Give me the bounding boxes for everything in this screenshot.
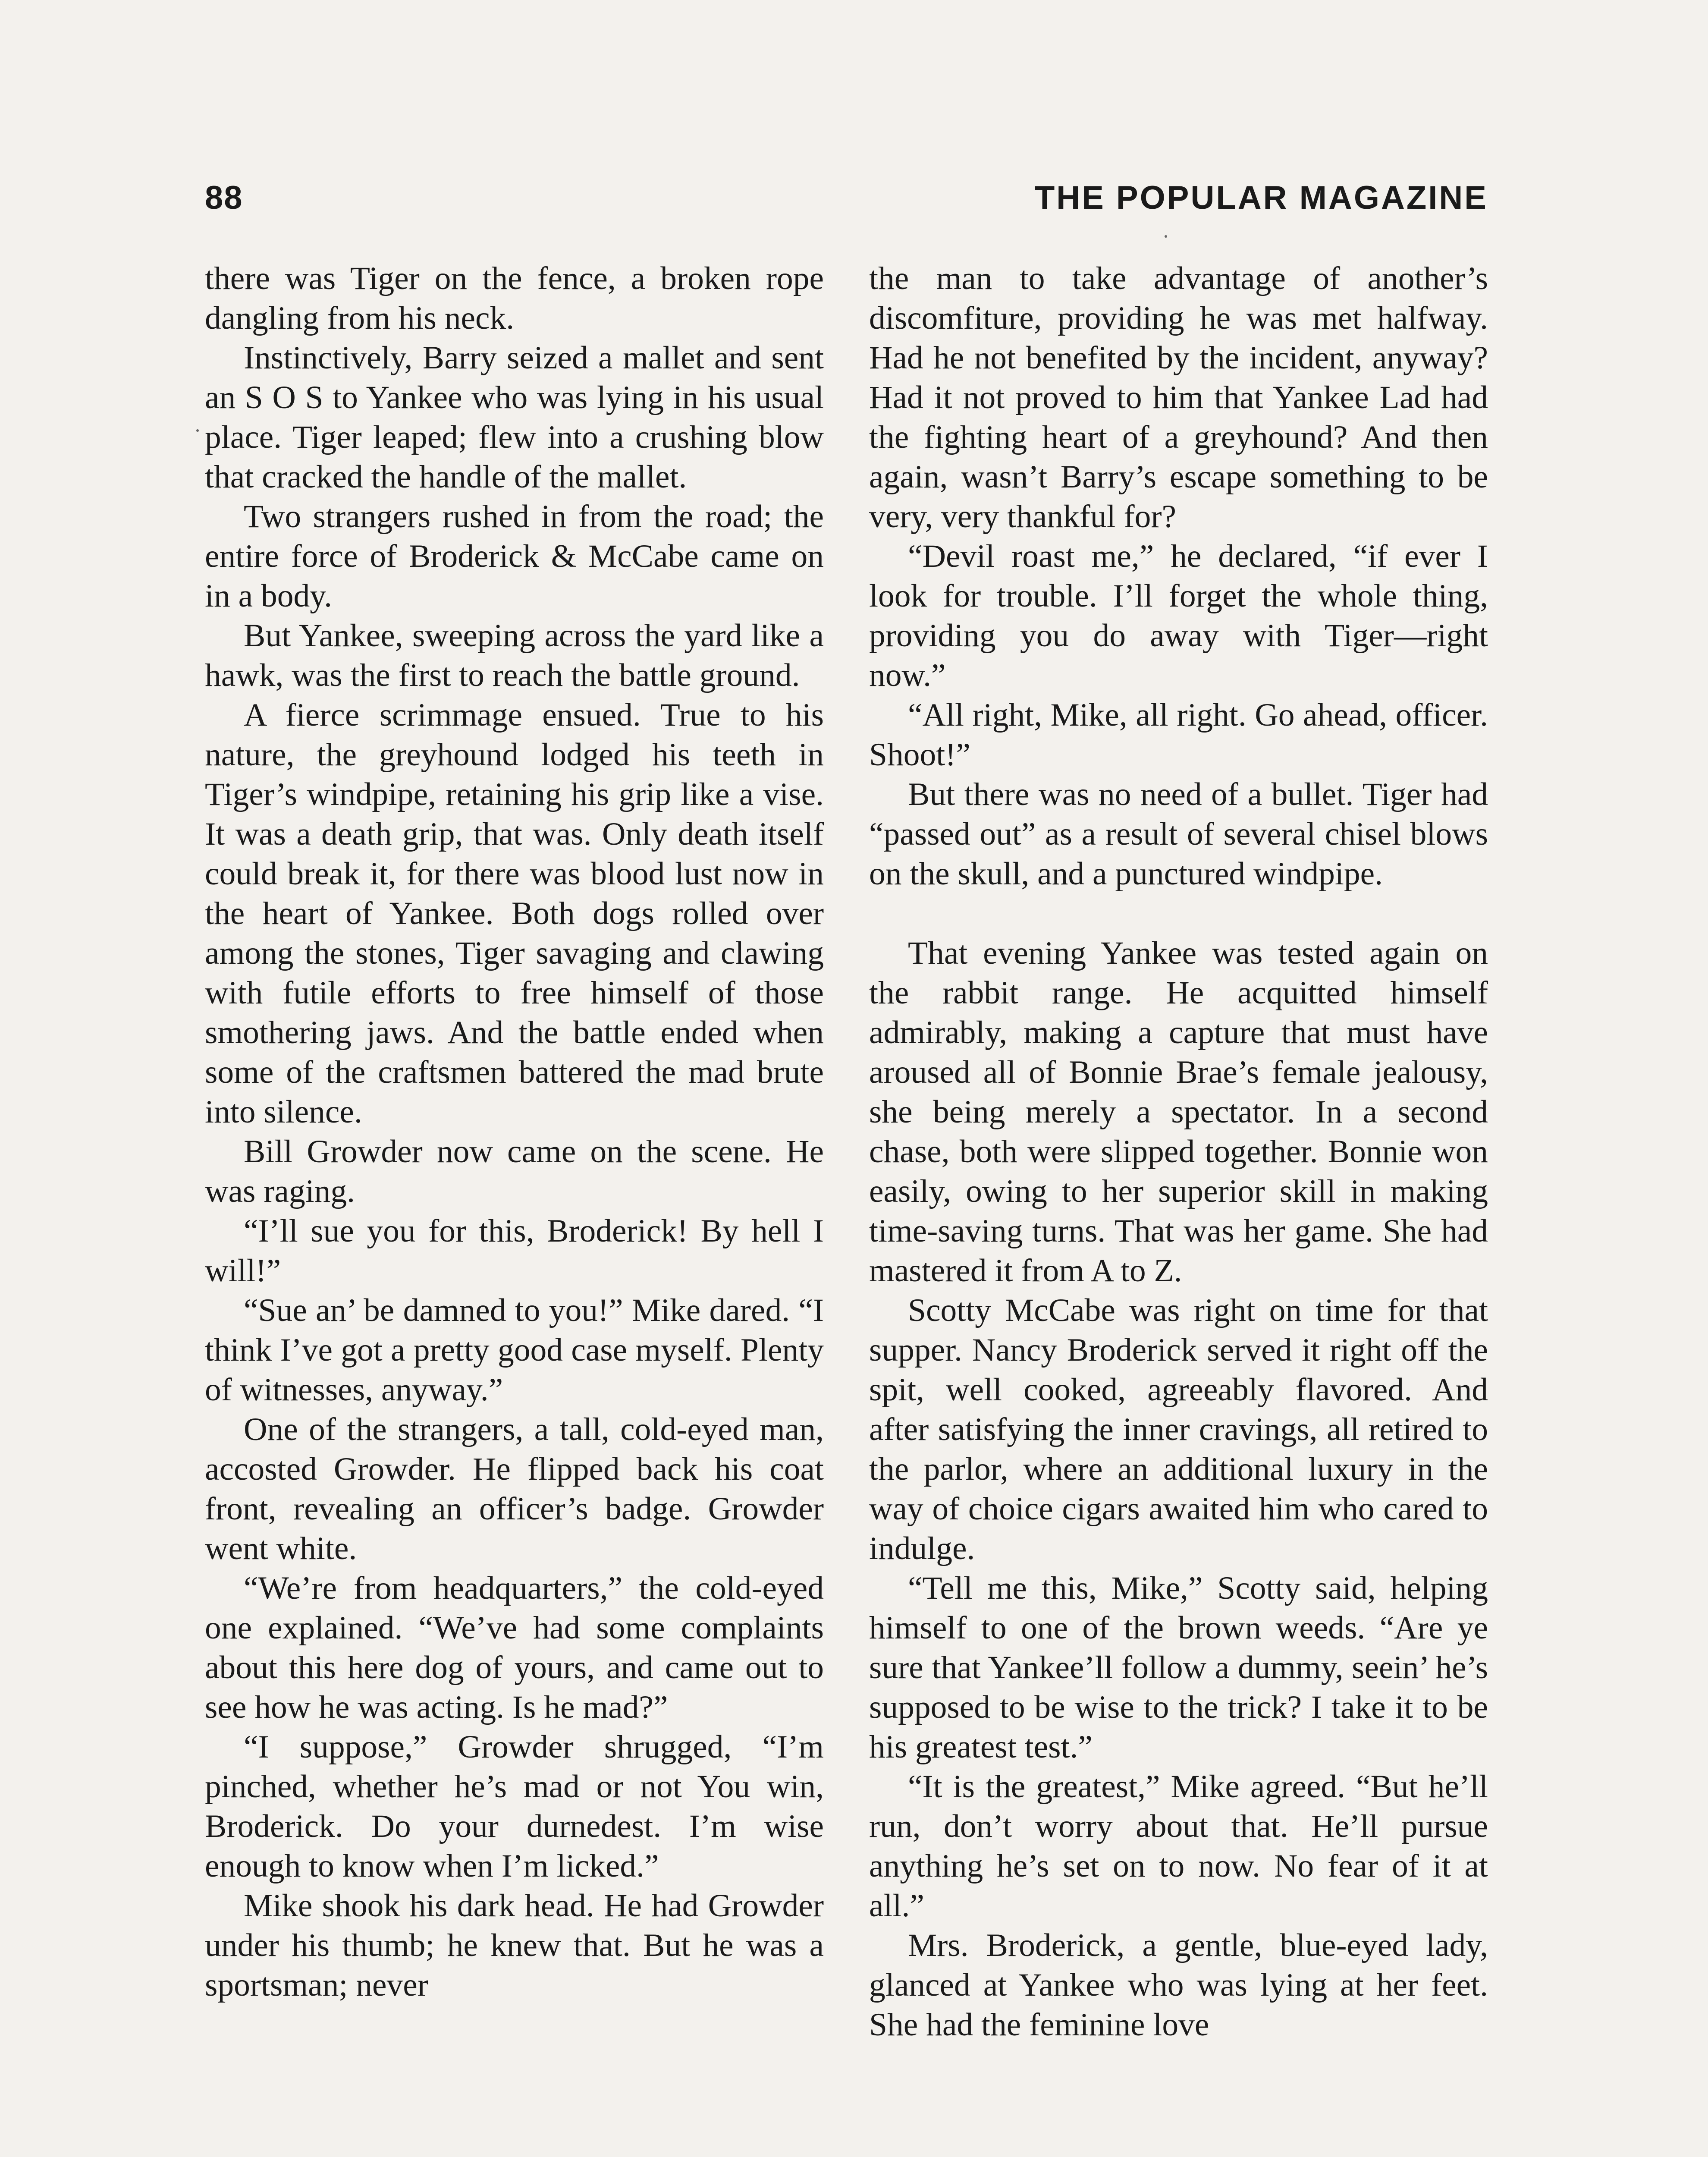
print-speck xyxy=(1165,235,1167,238)
page-number: 88 xyxy=(205,179,243,216)
paragraph: Bill Growder now came on the scene. He was raging. xyxy=(205,1134,824,1209)
paragraph: “All right, Mike, all right. Go ahead, officer. Shoot!” xyxy=(869,697,1488,773)
paragraph: But there was no need of a bullet. Tiger had “passed out” as a result of several chisel blows on the skull, and a punctured windpipe. xyxy=(869,777,1488,892)
paragraph: “I’ll sue you for this, Broderick! By hell I will!” xyxy=(205,1213,824,1289)
paragraph: “Devil roast me,” he declared, “if ever I look for trouble. I’ll forget the whole thing, providing you do away with Tiger—right now.” xyxy=(869,538,1488,693)
paragraph: Instinctively, Barry seized a mallet and sent an S O S to Yankee who was lying in his usual place. Tiger leaped; flew into a crushing blow that cracked the handle of the mallet. xyxy=(205,340,824,495)
paragraph: “We’re from headquarters,” the cold-eyed one explained. “We’ve had some complaints about this here dog of yours, and came out to see how he was acting. Is he mad?” xyxy=(205,1570,824,1725)
left-column xyxy=(205,259,824,2005)
paragraph: “Tell me this, Mike,” Scotty said, helping himself to one of the brown weeds. “Are ye sure that Yankee’ll follow a dummy, seein’ he’s supposed to be wise to the trick? I take it to be his greatest test.” xyxy=(869,1570,1488,1765)
paragraph: A fierce scrimmage ensued. True to his nature, the greyhound lodged his teeth in Tiger’s windpipe, retaining his grip like a vise. It was a death grip, that was. Only death itself could break it, for there was blood lust now in the heart of Yankee. Both dogs rolled over among the stones, Tiger savaging and clawing with futile efforts to free himself of those smothering jaws. And the battle ended when some of the craftsmen battered the mad brute into silence. xyxy=(205,697,824,1130)
page-header xyxy=(205,179,1488,226)
paragraph: Mrs. Broderick, a gentle, blue-eyed lady, glanced at Yankee who was lying at her feet. She had the feminine love xyxy=(869,1927,1488,2043)
paragraph: “Sue an’ be damned to you!” Mike dared. “I think I’ve got a pretty good case myself. Plenty of witnesses, anyway.” xyxy=(205,1292,824,1408)
right-column xyxy=(869,259,1488,2045)
paragraph: But Yankee, sweeping across the yard like a hawk, was the first to reach the battle ground. xyxy=(205,618,824,693)
paragraph: Scotty McCabe was right on time for that supper. Nancy Broderick served it right off the spit, well cooked, agreeably flavored. And after satisfying the inner cravings, all retired to the parlor, where an additional luxury in the way of choice cigars awaited him who cared to indulge. xyxy=(869,1292,1488,1566)
paragraph: One of the strangers, a tall, cold-eyed man, accosted Growder. He flipped back his coat front, revealing an officer’s badge. Growder went white. xyxy=(205,1412,824,1566)
print-speck xyxy=(196,429,199,432)
paragraph: the man to take advantage of another’s discomfiture, providing he was met halfway. Had he not benefited by the incident, anyway? Had it not proved to him that Yankee Lad had the fighting heart of a greyhound? And then again, wasn’t Barry’s escape something to be very, very thankful for? xyxy=(869,261,1488,535)
running-head: THE POPULAR MAGAZINE xyxy=(1034,179,1488,216)
paragraph: Mike shook his dark head. He had Growder under his thumb; he knew that. But he was a sportsman; never xyxy=(205,1888,824,2003)
paragraph: “It is the greatest,” Mike agreed. “But he’ll run, don’t worry about that. He’ll pursue anything he’s set on to now. No fear of it at all.” xyxy=(869,1769,1488,1924)
paragraph: “I suppose,” Growder shrugged, “I’m pinched, whether he’s mad or not You win, Broderick. Do your durnedest. I’m wise enough to know when I’m licked.” xyxy=(205,1729,824,1884)
paragraph: there was Tiger on the fence, a broken rope dangling from his neck. xyxy=(205,261,824,336)
paragraph: That evening Yankee was tested again on the rabbit range. He acquitted himself admirably, making a capture that must have aroused all of Bonnie Brae’s female jealousy, she being merely a spectator. In a second chase, both were slipped together. Bonnie won easily, owing to her superior skill in making time-saving turns. That was her game. She had mastered it from A to Z. xyxy=(869,935,1488,1289)
paragraph: Two strangers rushed in from the road; the entire force of Broderick & McCabe came on in a body. xyxy=(205,499,824,614)
